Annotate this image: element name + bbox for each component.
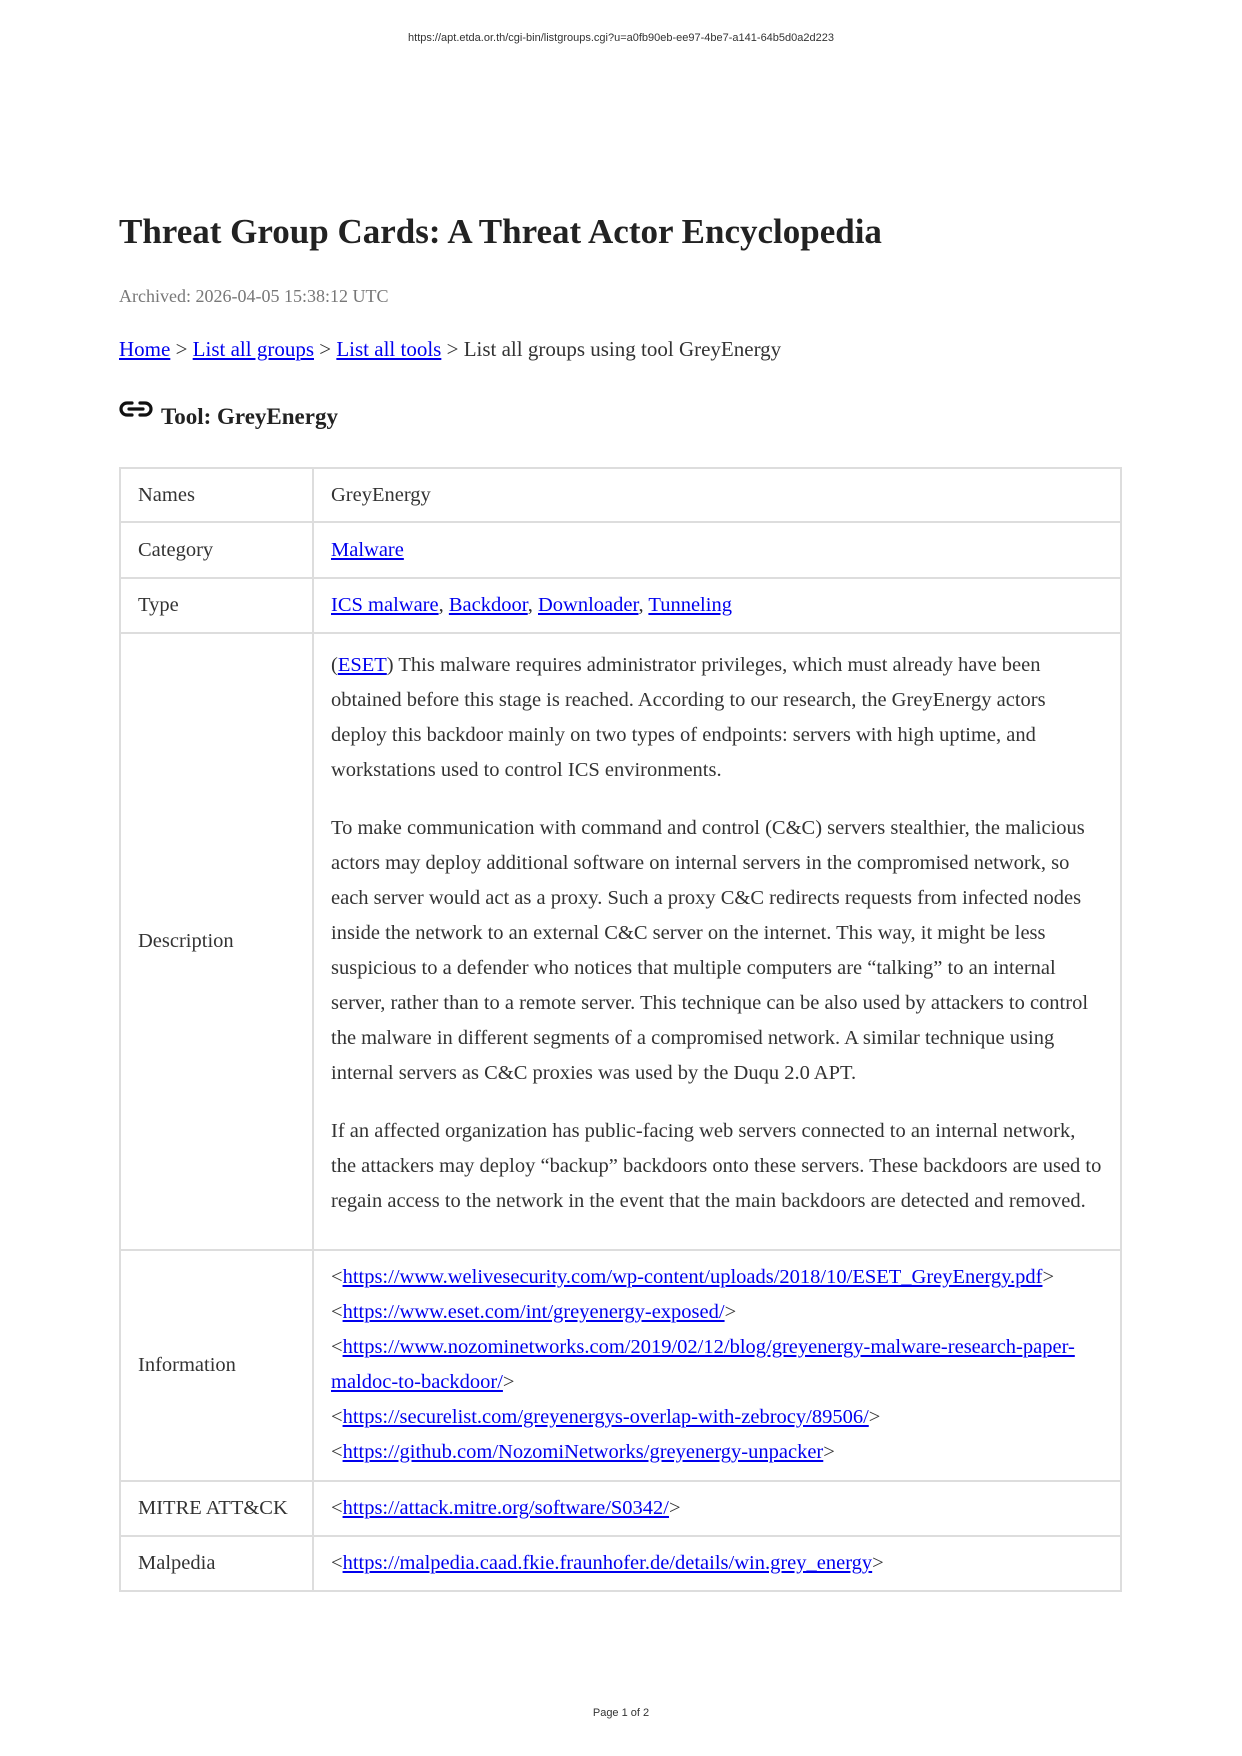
table-row: MITRE ATT&CK <https://attack.mitre.org/software/S0342/> [120,1481,1121,1536]
tool-heading-text: Tool: GreyEnergy [161,404,338,429]
row-label: Description [120,633,313,1250]
mitre-link[interactable]: https://attack.mitre.org/software/S0342/ [342,1497,669,1519]
info-link[interactable]: https://securelist.com/greyenergys-overlap-with-zebrocy/89506/ [342,1405,869,1428]
breadcrumb-sep: > [314,337,337,361]
row-label: Names [120,468,313,522]
row-label: Category [120,522,313,578]
breadcrumb-sep: > [170,337,193,361]
category-link[interactable]: Malware [331,538,404,561]
breadcrumb-tools[interactable]: List all tools [336,337,442,361]
separator: , [438,594,449,616]
info-link[interactable]: https://www.eset.com/int/greyenergy-exposed/ [342,1300,725,1323]
table-row [120,633,1121,1250]
type-link[interactable]: Backdoor [448,594,528,616]
breadcrumb-groups[interactable]: List all groups [192,337,314,361]
type-link[interactable]: Downloader [538,594,639,616]
description-paragraph: ) This malware requires administrator privileges, which must already have been obtained before this stage is reached. According to our research, the GreyEnergy actors deploy this backdoor mainly on two types of endpoints: servers with high uptime, and workstations used to control ICS environments. [331,654,1046,781]
row-label: MITRE ATT&CK [120,1481,313,1536]
separator: , [527,594,538,616]
breadcrumb-current: List all groups using tool GreyEnergy [463,337,782,361]
row-label: Type [120,578,313,633]
row-label: Malpedia [120,1536,313,1591]
type-link[interactable]: ICS malware [331,594,439,616]
breadcrumb [119,337,781,362]
row-label: Information [120,1250,313,1481]
table-row [120,522,1121,578]
breadcrumb-sep: > [441,337,464,361]
malpedia-link[interactable]: https://malpedia.caad.fkie.fraunhofer.de/details/win.grey_energy [342,1552,873,1574]
source-link-eset[interactable]: ESET [337,654,387,676]
separator: , [638,594,649,616]
info-link[interactable]: https://www.nozominetworks.com/2019/02/12/blog/greyenergy-malware-research-paper-maldoc-to-backdoor/ [331,1335,1075,1393]
info-link[interactable]: https://github.com/NozomiNetworks/greyenergy-unpacker [342,1440,824,1463]
description-paragraph: To make communication with command and control (C&C) servers stealthier, the malicious actors may deploy additional software on internal servers in the compromised network, so each server would act as a proxy. Such a proxy C&C redirects requests from infected nodes inside the network to an external C&C server on the internet. This way, it might be less suspicious to a defender who notices that multiple computers are “talking” to an internal server, rather than to a remote server. This technique can be also used by attackers to control the malware in different segments of a compromised network. A similar technique using internal servers as C&C proxies was used by the Duqu 2.0 APT. [331,817,1089,1084]
information-links: <https://www.welivesecurity.com/wp-content/uploads/2018/10/ESET_GreyEnergy.pdf> <https://www.eset.com/int/greyenergy-exposed/> <https://www.nozominetworks.com/2019/02/12/blog/greyenergy-malware-research-paper-maldoc-to-backdoor/> <https://securelist.com/greyenergys-overlap-with-zebrocy/89506/> <https://github.com/NozomiNetworks/greyenergy-unpacker> [313,1250,1121,1481]
archived-timestamp: Archived: 2026-04-05 15:38:12 UTC [119,286,389,306]
breadcrumb-home[interactable]: Home [119,337,171,361]
table-row [120,578,1121,633]
table-row: Malpedia <https://malpedia.caad.fkie.fraunhofer.de/details/win.grey_energy> [120,1536,1121,1591]
tool-info-table [119,467,1122,1592]
type-link[interactable]: Tunneling [648,594,732,616]
table-row [120,468,1121,522]
page-number: Page 1 of 2 [592,1707,650,1719]
page-url: https://apt.etda.or.th/cgi-bin/listgroups.cgi?u=a0fb90eb-ee97-4be7-a141-64b5d0a2d223 [408,32,834,44]
info-link[interactable]: https://www.welivesecurity.com/wp-content/uploads/2018/10/ESET_GreyEnergy.pdf [342,1265,1043,1288]
link-icon [119,400,153,418]
page-title: Threat Group Cards: A Threat Actor Encyclopedia [119,212,882,251]
table-row [120,1250,1121,1481]
description-paragraph: If an affected organization has public-facing web servers connected to an internal network, the attackers may deploy “backup” backdoors onto these servers. These backdoors are used to regain access to the network in the event that the main backdoors are detected and removed. [331,1120,1102,1212]
description-value [313,633,1121,1250]
tool-heading [119,400,338,430]
paren: ( [331,654,338,676]
names-value: GreyEnergy [313,468,1121,522]
